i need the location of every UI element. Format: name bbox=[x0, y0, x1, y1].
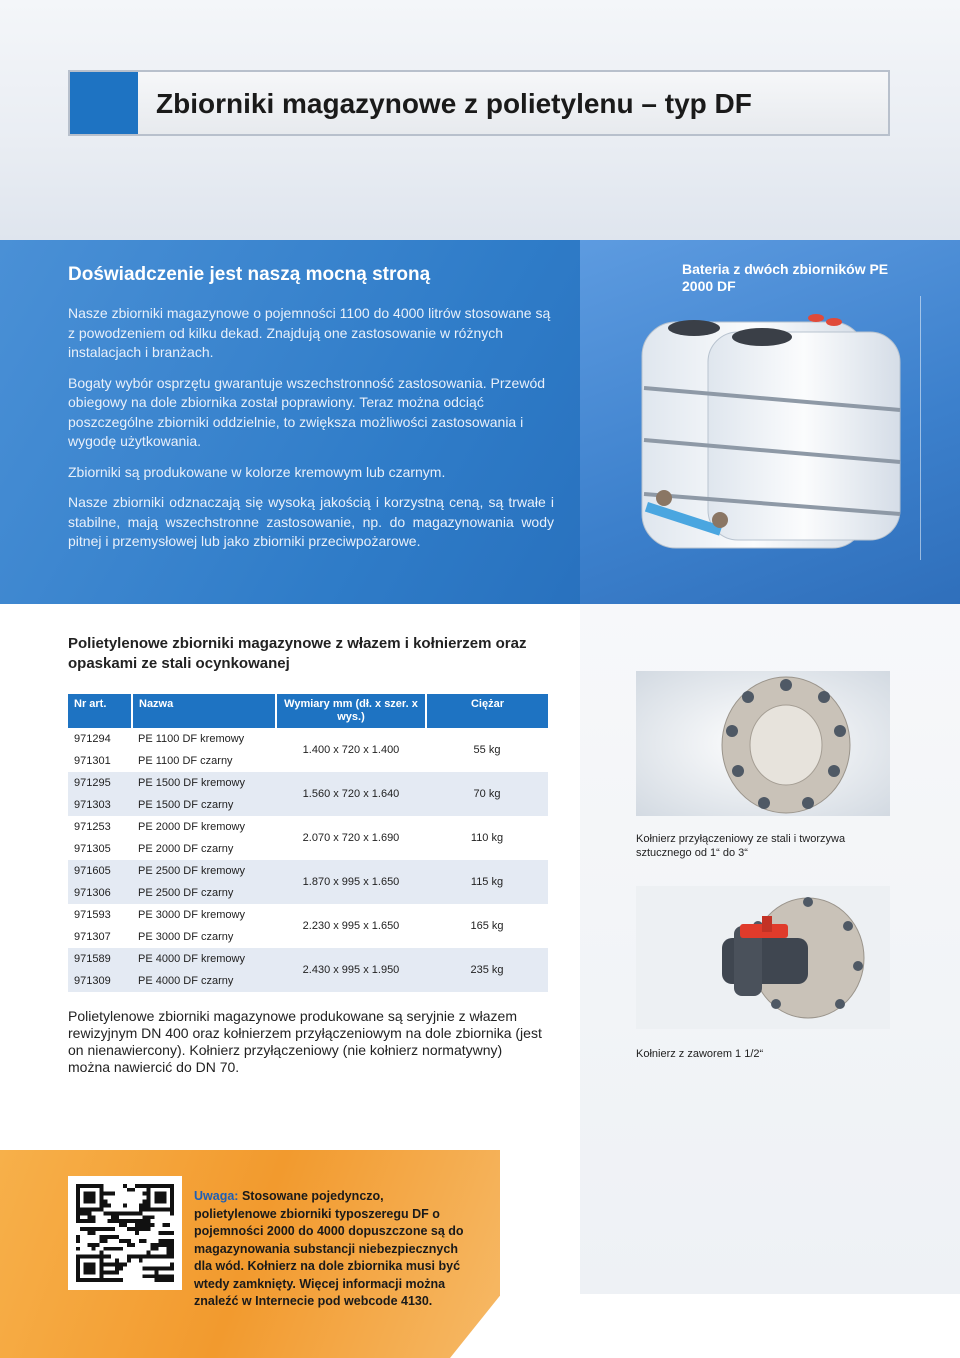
col-header-weight: Ciężar bbox=[426, 694, 548, 728]
intro-paragraph-2: Bogaty wybór osprzętu gwarantuje wszechstronność zastosowania. Przewód obiegowy na dole zbiornika został poprawiony. Teraz można odciąć poszczególne zbiorniki oddzielnie, to zwiększa możliwości zastosowania i wygodę użytkowania. bbox=[68, 374, 546, 449]
col-header-dims: Wymiary mm (dł. x szer. x wys.) bbox=[276, 694, 426, 728]
table-row bbox=[68, 948, 548, 970]
photo-label: Bateria z dwóch zbiorników PE 2000 DF bbox=[682, 261, 889, 294]
photo-frame-line bbox=[920, 296, 921, 560]
weight: 55 kg bbox=[426, 728, 548, 772]
article-number: 971307 bbox=[68, 926, 132, 948]
product-name: PE 1500 DF czarny bbox=[132, 794, 276, 816]
weight: 165 kg bbox=[426, 904, 548, 948]
dimensions: 1.400 x 720 x 1.400 bbox=[276, 728, 426, 772]
flange-photo bbox=[636, 671, 890, 816]
article-number: 971605 bbox=[68, 860, 132, 882]
weight: 70 kg bbox=[426, 772, 548, 816]
product-name: PE 2500 DF czarny bbox=[132, 882, 276, 904]
product-name: PE 3000 DF kremowy bbox=[132, 904, 276, 926]
dimensions: 2.430 x 995 x 1.950 bbox=[276, 948, 426, 992]
product-name: PE 2500 DF kremowy bbox=[132, 860, 276, 882]
table-row bbox=[68, 860, 548, 882]
weight: 115 kg bbox=[426, 860, 548, 904]
table-header-row bbox=[68, 694, 548, 728]
article-number: 971589 bbox=[68, 948, 132, 970]
table-row bbox=[68, 904, 548, 926]
valve-caption: Kołnierz z zaworem 1 1/2“ bbox=[636, 1048, 764, 1060]
col-header-article: Nr art. bbox=[68, 694, 132, 728]
article-number: 971593 bbox=[68, 904, 132, 926]
article-number: 971295 bbox=[68, 772, 132, 794]
note-text: Stosowane pojedynczo, polietylenowe zbiorniki typoszeregu DF o pojemności 2000 do 4000 dopuszczone są do magazynowania substancji niebezpiecznych dla wód. Kołnierz na dole zbiornika musi być wtedy zamknięty. Więcej informacji można znaleźć w Internecie pod webcode 4130. bbox=[194, 1189, 464, 1308]
product-name: PE 1100 DF czarny bbox=[132, 750, 276, 772]
specs-table bbox=[68, 694, 548, 992]
product-name: PE 3000 DF czarny bbox=[132, 926, 276, 948]
flange-caption: Kołnierz przyłączeniowy ze stali i tworzywa sztucznego od 1“ do 3“ bbox=[636, 833, 846, 859]
product-name: PE 4000 DF kremowy bbox=[132, 948, 276, 970]
col-header-name: Nazwa bbox=[132, 694, 276, 728]
product-name: PE 4000 DF czarny bbox=[132, 970, 276, 992]
page-title: Zbiorniki magazynowe z polietylenu – typ DF bbox=[156, 88, 752, 119]
product-name: PE 1100 DF kremowy bbox=[132, 728, 276, 750]
intro-paragraph-3: Zbiorniki są produkowane w kolorze kremowym lub czarnym. bbox=[68, 463, 446, 480]
valve-photo bbox=[636, 886, 890, 1029]
article-number: 971303 bbox=[68, 794, 132, 816]
product-name: PE 1500 DF kremowy bbox=[132, 772, 276, 794]
intro-paragraph-1: Nasze zbiorniki magazynowe o pojemności 1100 do 4000 litrów stosowane są z powodzeniem od kilku dekad. Znajdują one zastosowanie w różnych instalacjach i branżach. bbox=[68, 305, 551, 360]
dimensions: 2.230 x 995 x 1.650 bbox=[276, 904, 426, 948]
article-number: 971294 bbox=[68, 728, 132, 750]
note-box bbox=[194, 1188, 464, 1311]
table-row bbox=[68, 772, 548, 794]
qr-code bbox=[68, 1176, 182, 1290]
product-subtitle: Polietylenowe zbiorniki magazynowe z włazem i kołnierzem oraz opaskami ze stali ocynkowanej bbox=[68, 635, 527, 672]
note-lead: Uwaga: bbox=[194, 1189, 239, 1203]
dimensions: 1.560 x 720 x 1.640 bbox=[276, 772, 426, 816]
article-number: 971253 bbox=[68, 816, 132, 838]
intro-paragraph-4: Nasze zbiorniki odznaczają się wysoką jakością i korzystną ceną, są trwałe i stabilne, mają wszechstronne zastosowanie, np. do magazynowania wody pitnej i przemysłowej lub jako zbiorniki przeciwpożarowe. bbox=[68, 494, 554, 549]
intro-section bbox=[0, 240, 960, 604]
product-description: Polietylenowe zbiorniki magazynowe produkowane są seryjnie z włazem rewizyjnym DN 400 oraz kołnierzem przyłączeniowym na dole zbiornika (jest on nienawiercony). Kołnierz przyłączeniowy (nie kołnierz normatywny) można nawiercić do DN 70. bbox=[68, 1008, 542, 1075]
product-name: PE 2000 DF kremowy bbox=[132, 816, 276, 838]
article-number: 971301 bbox=[68, 750, 132, 772]
title-accent bbox=[70, 72, 138, 134]
weight: 110 kg bbox=[426, 816, 548, 860]
article-number: 971309 bbox=[68, 970, 132, 992]
article-number: 971305 bbox=[68, 838, 132, 860]
dimensions: 1.870 x 995 x 1.650 bbox=[276, 860, 426, 904]
intro-text bbox=[68, 264, 554, 563]
weight: 235 kg bbox=[426, 948, 548, 992]
product-name: PE 2000 DF czarny bbox=[132, 838, 276, 860]
dimensions: 2.070 x 720 x 1.690 bbox=[276, 816, 426, 860]
table-row bbox=[68, 728, 548, 750]
article-number: 971306 bbox=[68, 882, 132, 904]
table-row bbox=[68, 816, 548, 838]
title-box bbox=[68, 70, 890, 136]
intro-headline: Doświadczenie jest naszą mocną stroną bbox=[68, 264, 431, 285]
